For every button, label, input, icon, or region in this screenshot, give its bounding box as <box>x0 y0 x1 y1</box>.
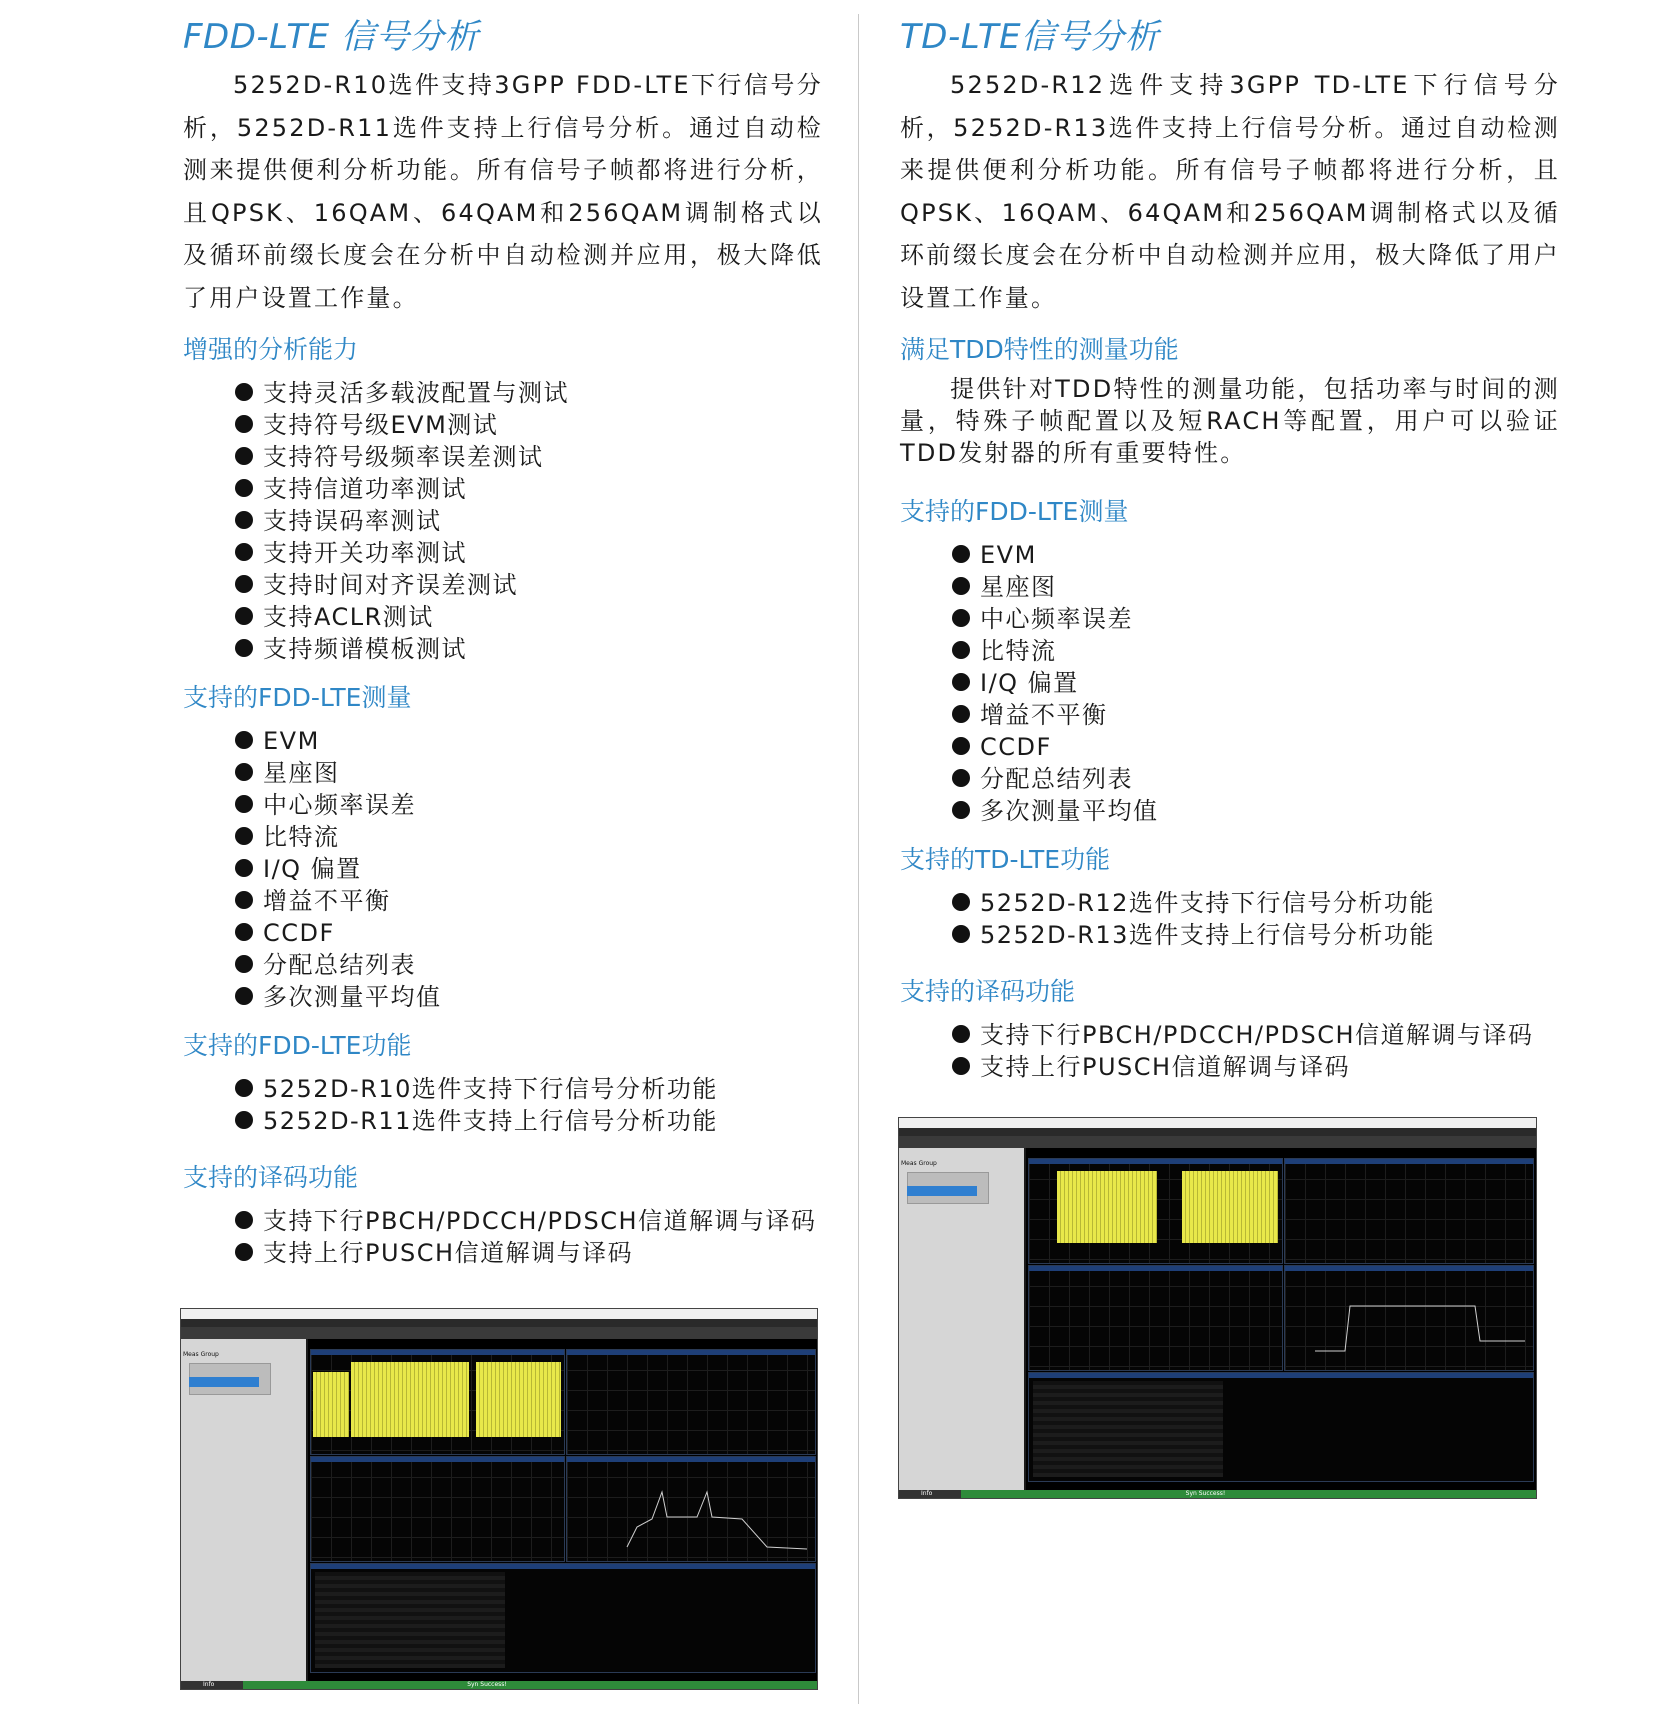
bullet-icon <box>952 705 970 723</box>
list-item: 中心频率误差 <box>235 789 823 821</box>
subheading: 支持的FDD-LTE测量 <box>900 497 1129 526</box>
analysis-area <box>1026 1148 1536 1490</box>
bullet-icon <box>235 955 253 973</box>
list-item: 中心频率误差 <box>952 603 1560 635</box>
bullet-icon <box>235 415 253 433</box>
result-summary-pane <box>310 1563 816 1673</box>
list-item: 多次测量平均值 <box>235 981 823 1013</box>
bullet-icon <box>235 479 253 497</box>
bullet-icon <box>235 383 253 401</box>
tdd-paragraph: 提供针对TDD特性的测量功能，包括功率与时间的测量，特殊子帧配置以及短RACH等配置，用户可以验证TDD发射器的所有重要特性。 <box>900 375 1560 467</box>
bullet-icon <box>235 1211 253 1229</box>
toolbar <box>899 1136 1536 1148</box>
bullet-icon <box>235 639 253 657</box>
bullet-list <box>183 1073 823 1137</box>
bullet-icon <box>235 543 253 561</box>
list-item: 支持时间对齐误差测试 <box>235 569 823 601</box>
app-titlebar <box>899 1118 1536 1128</box>
bullet-icon <box>952 577 970 595</box>
list-item: CCDF <box>235 917 823 949</box>
bullet-list <box>183 1205 823 1269</box>
list-item: 增益不平衡 <box>952 699 1560 731</box>
status-bar: Info Syn Success! <box>899 1490 1536 1498</box>
bullet-icon <box>235 827 253 845</box>
meas-group-panel: Meas Group <box>181 1339 306 1681</box>
bullet-icon <box>952 641 970 659</box>
bullet-icon <box>952 769 970 787</box>
list-item: 比特流 <box>235 821 823 853</box>
menu-bar <box>181 1319 817 1327</box>
list-item: 支持信道功率测试 <box>235 473 823 505</box>
bullet-icon <box>235 795 253 813</box>
list-item: 支持灵活多载波配置与测试 <box>235 377 823 409</box>
list-item: EVM <box>952 539 1560 571</box>
list-item: 支持上行PUSCH信道解调与译码 <box>235 1237 823 1269</box>
capture-buffer-pane <box>1028 1158 1283 1264</box>
power-spectrum-pane <box>566 1456 816 1562</box>
list-item: 分配总结列表 <box>952 763 1560 795</box>
bullet-icon <box>235 731 253 749</box>
toolbar <box>181 1327 817 1339</box>
list-item: 支持符号级频率误差测试 <box>235 441 823 473</box>
bullet-list <box>900 1019 1560 1083</box>
bullet-list <box>900 539 1560 827</box>
bullet-icon <box>952 609 970 627</box>
list-item: 增益不平衡 <box>235 885 823 917</box>
right-column <box>900 0 1560 1083</box>
bullet-icon <box>235 511 253 529</box>
app-titlebar <box>181 1309 817 1319</box>
status-bar: Info Syn Success! <box>181 1681 817 1689</box>
analysis-area <box>308 1339 817 1681</box>
bullet-icon <box>235 923 253 941</box>
bullet-list <box>183 377 823 665</box>
subheading: 支持的TD-LTE功能 <box>900 845 1111 874</box>
list-item: 分配总结列表 <box>235 949 823 981</box>
list-item: 支持误码率测试 <box>235 505 823 537</box>
meas-group-panel: Meas Group <box>899 1148 1024 1490</box>
evm-symbol-pane <box>1284 1158 1534 1264</box>
bullet-list <box>900 887 1560 951</box>
bullet-icon <box>952 801 970 819</box>
bullet-icon <box>952 1057 970 1075</box>
bullet-icon <box>235 987 253 1005</box>
vsa-screenshot <box>898 1117 1537 1499</box>
list-item: I/Q 偏置 <box>235 853 823 885</box>
capture-buffer-pane <box>310 1349 565 1455</box>
intro-paragraph: 5252D-R10选件支持3GPP FDD-LTE下行信号分析，5252D-R11选件支持上行信号分析。通过自动检测来提供便利分析功能。所有信号子帧都将进行分析，且QPSK、16QAM、64QAM和256QAM调制格式以及循环前缀长度会在分析中自动检测并应用，极大降低了用户设置工作量。 <box>183 71 823 312</box>
bullet-icon <box>235 1243 253 1261</box>
left-column <box>183 0 823 1269</box>
list-item: 支持符号级EVM测试 <box>235 409 823 441</box>
subheading: 增强的分析能力 <box>183 335 359 364</box>
list-item: 5252D-R13选件支持上行信号分析功能 <box>952 919 1560 951</box>
bullet-list <box>183 725 823 1013</box>
list-item: 星座图 <box>235 757 823 789</box>
vsa-screenshot <box>180 1308 818 1690</box>
list-item: 5252D-R11选件支持上行信号分析功能 <box>235 1105 823 1137</box>
bullet-icon <box>235 891 253 909</box>
bullet-icon <box>952 1025 970 1043</box>
list-item: 支持下行PBCH/PDCCH/PDSCH信道解调与译码 <box>235 1205 823 1237</box>
list-item: 支持频谱模板测试 <box>235 633 823 665</box>
list-item: EVM <box>235 725 823 757</box>
bullet-icon <box>235 447 253 465</box>
evm-symbol-pane <box>566 1349 816 1455</box>
bullet-icon <box>235 1079 253 1097</box>
bullet-icon <box>235 1111 253 1129</box>
bullet-icon <box>952 545 970 563</box>
bullet-icon <box>952 925 970 943</box>
bullet-icon <box>235 607 253 625</box>
list-item: 支持ACLR测试 <box>235 601 823 633</box>
bullet-icon <box>235 575 253 593</box>
list-item: 支持开关功率测试 <box>235 537 823 569</box>
list-item: 5252D-R10选件支持下行信号分析功能 <box>235 1073 823 1105</box>
list-item: I/Q 偏置 <box>952 667 1560 699</box>
subheading: 支持的译码功能 <box>183 1163 359 1192</box>
subheading: 支持的FDD-LTE测量 <box>183 683 412 712</box>
list-item: 多次测量平均值 <box>952 795 1560 827</box>
constellation-pane <box>310 1456 565 1562</box>
list-item: 支持上行PUSCH信道解调与译码 <box>952 1051 1560 1083</box>
menu-bar <box>899 1128 1536 1136</box>
constellation-pane <box>1028 1265 1283 1371</box>
subheading: 支持的译码功能 <box>900 977 1076 1006</box>
bullet-icon <box>952 737 970 755</box>
bullet-icon <box>235 763 253 781</box>
section-title: FDD-LTE 信号分析 <box>183 17 479 57</box>
result-summary-pane <box>1028 1372 1534 1482</box>
list-item: 比特流 <box>952 635 1560 667</box>
list-item: CCDF <box>952 731 1560 763</box>
intro-paragraph: 5252D-R12选件支持3GPP TD-LTE下行信号分析，5252D-R13选件支持上行信号分析。通过自动检测来提供便利分析功能。所有信号子帧都将进行分析，且QPSK、16QAM、64QAM和256QAM调制格式以及循环前缀长度会在分析中自动检测并应用，极大降低了用户设置工作量。 <box>900 71 1560 312</box>
bullet-icon <box>952 893 970 911</box>
section-title: TD-LTE信号分析 <box>900 17 1160 57</box>
subheading: 支持的FDD-LTE功能 <box>183 1031 412 1060</box>
column-divider <box>858 14 859 1704</box>
list-item: 5252D-R12选件支持下行信号分析功能 <box>952 887 1560 919</box>
list-item: 星座图 <box>952 571 1560 603</box>
power-spectrum-pane <box>1284 1265 1534 1371</box>
list-item: 支持下行PBCH/PDCCH/PDSCH信道解调与译码 <box>952 1019 1560 1051</box>
subheading: 满足TDD特性的测量功能 <box>900 335 1179 364</box>
bullet-icon <box>952 673 970 691</box>
bullet-icon <box>235 859 253 877</box>
